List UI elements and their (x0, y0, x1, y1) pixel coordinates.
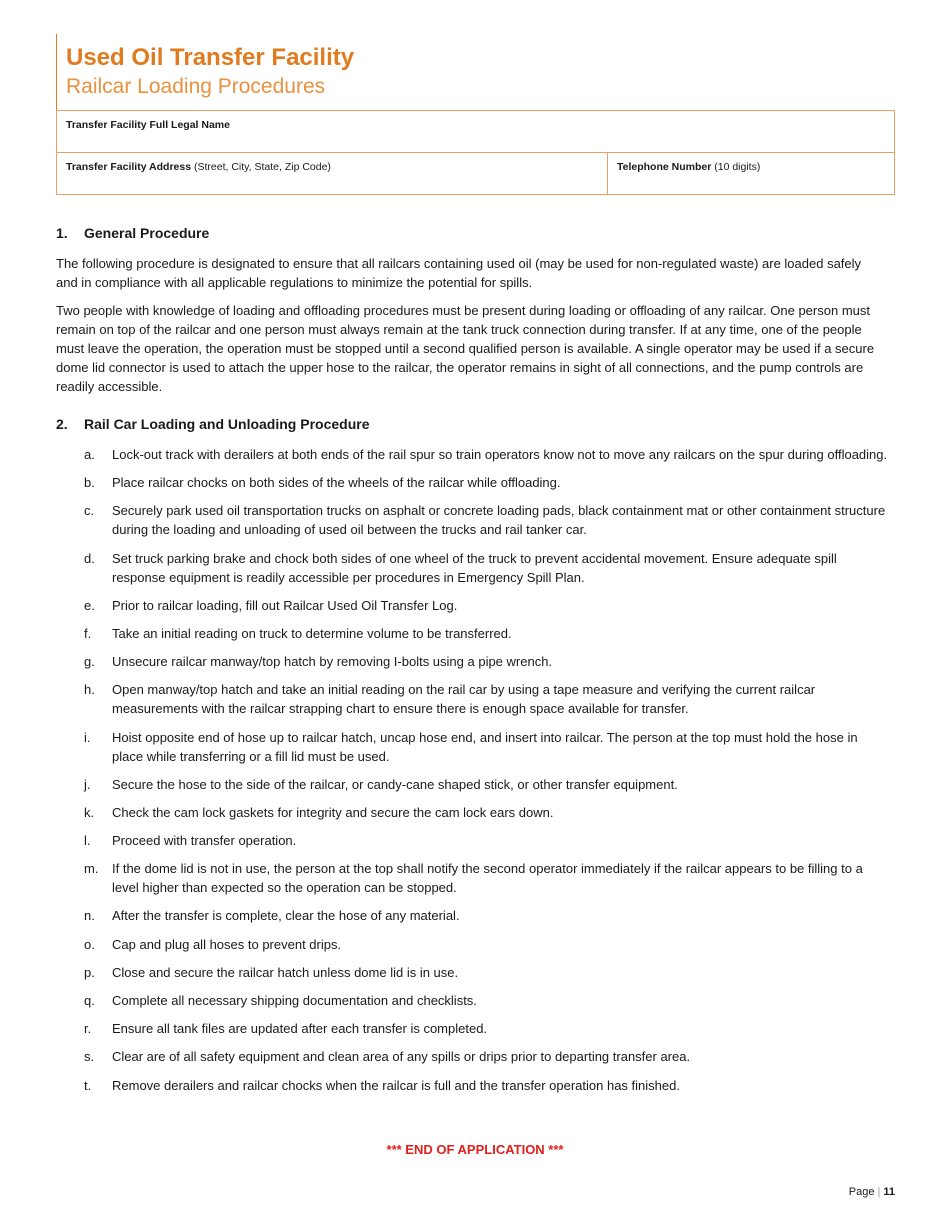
step-text: Hoist opposite end of hose up to railcar hatch, uncap hose end, and insert into railcar. The person at the top must hold the hose in place while transferring or a fill lid must be used. (112, 729, 858, 764)
procedure-step (56, 624, 896, 643)
step-letter: h. (84, 682, 95, 698)
procedure-step (56, 473, 896, 492)
document-title: Used Oil Transfer Facility (66, 44, 355, 71)
phone-field[interactable] (608, 153, 895, 195)
facility-info-table (56, 110, 895, 195)
procedure-step (56, 1047, 896, 1066)
procedure-step (56, 652, 896, 671)
step-text: After the transfer is complete, clear the hose of any material. (112, 908, 460, 924)
procedure-step (56, 445, 896, 464)
step-text: Place railcar chocks on both sides of the wheels of the railcar while offloading. (112, 475, 561, 491)
section-2-heading (56, 416, 369, 432)
step-text: Secure the hose to the side of the railcar, or candy-cane shaped stick, or other transfer equipment. (112, 776, 678, 792)
step-text: If the dome lid is not in use, the person at the top shall notify the second operator immediately if the railcar appears to be filling to a level higher than expected so the operation can be stopped. (112, 861, 863, 896)
procedure-step (56, 775, 896, 794)
section-number: 1. (56, 225, 68, 241)
phone-hint: (10 digits) (711, 161, 761, 173)
step-letter: l. (84, 833, 91, 849)
step-text: Close and secure the railcar hatch unless dome lid is in use. (112, 964, 459, 980)
address-field[interactable] (57, 153, 608, 195)
step-letter: p. (84, 964, 95, 980)
step-letter: k. (84, 804, 95, 820)
step-text: Take an initial reading on truck to determine volume to be transferred. (112, 625, 512, 641)
step-text: Open manway/top hatch and take an initial reading on the rail car by using a tape measure and verifying the current railcar measurements with the railcar strapping chart to ensure there is enough space available for transfer. (112, 682, 816, 717)
step-letter: s. (84, 1049, 95, 1065)
section-1-heading (56, 225, 209, 241)
step-letter: i. (84, 729, 91, 745)
step-text: Check the cam lock gaskets for integrity and secure the cam lock ears down. (112, 804, 554, 820)
procedure-step (56, 501, 896, 539)
procedure-step (56, 728, 896, 766)
procedure-step (56, 549, 896, 587)
section-title: Rail Car Loading and Unloading Procedure (84, 416, 370, 432)
step-letter: f. (84, 625, 92, 641)
procedure-step (56, 831, 896, 850)
step-letter: q. (84, 993, 95, 1008)
general-procedure-paragraph-2: Two people with knowledge of loading and offloading procedures must be present during loading or offloading of any railcar. One person must remain on top of the railcar and one person must always remain at the tank truck connection during transfer. If at any time, one of the people must leave the operation, the operation must be stopped until a second qualified person is available. A single operator may be used if a secure dome lid connector is used to attach the upper hose to the railcar, the operator remains in sight of all connections, and the pump controls are readily accessible. (56, 303, 875, 394)
step-letter: d. (84, 550, 95, 566)
step-text: Unsecure railcar manway/top hatch by removing I-bolts using a pipe wrench. (112, 654, 553, 670)
step-text: Ensure all tank files are updated after each transfer is completed. (112, 1021, 488, 1037)
procedure-step (56, 906, 896, 925)
address-hint: (Street, City, State, Zip Code) (191, 161, 331, 173)
section-number: 2. (56, 416, 68, 432)
section-title: General Procedure (84, 225, 210, 241)
step-text: Prior to railcar loading, fill out Railcar Used Oil Transfer Log. (112, 597, 458, 613)
step-text: Lock-out track with derailers at both ends of the rail spur so train operators know not to move any railcars on the spur during offloading. (112, 447, 888, 462)
step-text: Set truck parking brake and chock both sides of one wheel of the truck to prevent accidental movement. Ensure adequate spill response equipment is readily accessible per procedures in Emergency Spill Plan. (112, 550, 837, 585)
procedure-step (56, 991, 896, 1010)
step-letter: c. (84, 503, 95, 519)
step-letter: t. (84, 1077, 92, 1093)
step-text: Remove derailers and railcar chocks when the railcar is full and the transfer operation has finished. (112, 1077, 680, 1093)
step-letter: o. (84, 936, 95, 952)
address-label: Transfer Facility Address (66, 161, 192, 173)
procedure-steps-list (56, 445, 896, 1104)
document-subtitle: Railcar Loading Procedures (66, 75, 326, 98)
page-separator: | (877, 1186, 881, 1198)
procedure-step (56, 859, 896, 897)
general-procedure-paragraph-1: The following procedure is designated to ensure that all railcars containing used oil (may be used for non-regulated waste) are loaded safely and in compliance with all applicable regulations to minimize the potential for spills. (56, 256, 862, 290)
page-label: Page (848, 1186, 875, 1198)
step-text: Clear are of all safety equipment and clean area of any spills or drips prior to departing transfer area. (112, 1049, 691, 1065)
procedure-step (56, 935, 896, 954)
step-text: Proceed with transfer operation. (112, 833, 297, 849)
step-letter: r. (84, 1021, 92, 1037)
step-letter: b. (84, 475, 95, 491)
step-text: Cap and plug all hoses to prevent drips. (112, 936, 342, 952)
step-letter: a. (84, 447, 95, 462)
step-letter: n. (84, 908, 95, 924)
step-letter: m. (84, 861, 99, 877)
end-of-application-note: *** END OF APPLICATION *** (386, 1142, 564, 1157)
phone-label: Telephone Number (617, 161, 712, 173)
step-letter: j. (84, 776, 91, 792)
procedure-step (56, 1076, 896, 1095)
procedure-step (56, 803, 896, 822)
procedure-step (56, 1019, 896, 1038)
step-text: Securely park used oil transportation trucks on asphalt or concrete loading pads, black containment mat or other containment structure during the loading and unloading of used oil between the trucks and rail tanker car. (112, 503, 886, 538)
procedure-step (56, 596, 896, 615)
document-header (56, 34, 896, 110)
step-letter: e. (84, 597, 95, 613)
legal-name-field[interactable] (57, 111, 895, 153)
step-letter: g. (84, 654, 95, 670)
page-footer (849, 1186, 895, 1198)
legal-name-label: Transfer Facility Full Legal Name (66, 119, 230, 131)
procedure-step (56, 680, 896, 718)
procedure-step (56, 963, 896, 982)
page-number: 11 (883, 1186, 895, 1198)
step-text: Complete all necessary shipping documentation and checklists. (112, 993, 477, 1008)
